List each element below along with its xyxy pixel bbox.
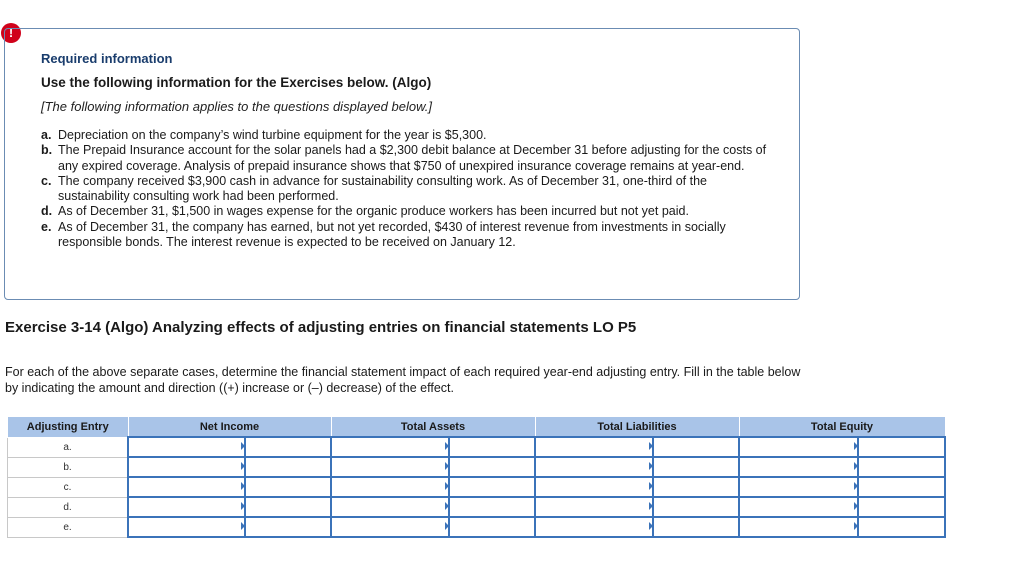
- info-note: [The following information applies to the questions displayed below.]: [41, 99, 432, 114]
- amount-input[interactable]: [449, 517, 535, 537]
- amount-input[interactable]: [245, 457, 331, 477]
- required-info-heading: Required information: [41, 51, 173, 66]
- item-letter: b.: [41, 143, 53, 158]
- list-item: [41, 128, 771, 143]
- direction-select[interactable]: [128, 517, 245, 537]
- amount-input[interactable]: [653, 497, 739, 517]
- direction-select[interactable]: [739, 497, 858, 517]
- direction-select[interactable]: [535, 497, 653, 517]
- info-items-list: [41, 128, 771, 250]
- direction-select[interactable]: [739, 517, 858, 537]
- direction-select[interactable]: [331, 437, 449, 457]
- direction-select[interactable]: [739, 437, 858, 457]
- header-net-income: Net Income: [128, 417, 331, 438]
- direction-select[interactable]: [535, 457, 653, 477]
- direction-select[interactable]: [739, 457, 858, 477]
- amount-input[interactable]: [653, 437, 739, 457]
- table-row: [8, 437, 946, 457]
- amount-input[interactable]: [858, 477, 945, 497]
- amount-input[interactable]: [245, 437, 331, 457]
- amount-input[interactable]: [245, 517, 331, 537]
- amount-input[interactable]: [858, 437, 945, 457]
- list-item: [41, 220, 771, 251]
- direction-select[interactable]: [331, 517, 449, 537]
- amount-input[interactable]: [858, 497, 945, 517]
- list-item: [41, 143, 771, 174]
- table-row: [8, 477, 946, 497]
- item-text: As of December 31, $1,500 in wages expense for the organic produce workers has been incurred but not yet paid.: [58, 204, 689, 219]
- direction-select[interactable]: [128, 477, 245, 497]
- row-label: b.: [8, 457, 129, 477]
- header-total-assets: Total Assets: [331, 417, 535, 438]
- amount-input[interactable]: [858, 457, 945, 477]
- info-subheading: Use the following information for the Exercises below. (Algo): [41, 75, 432, 90]
- adjusting-entries-table: [7, 416, 946, 538]
- item-letter: a.: [41, 128, 52, 142]
- item-text: Depreciation on the company’s wind turbine equipment for the year is $5,300.: [58, 128, 487, 142]
- direction-select[interactable]: [331, 457, 449, 477]
- item-letter: e.: [41, 219, 52, 234]
- header-total-liabilities: Total Liabilities: [535, 417, 739, 438]
- item-text: The company received $3,900 cash in advance for sustainability consulting work. As of December 31, one-third of the sustainability consulting work had been performed.: [58, 173, 707, 204]
- table-row: [8, 517, 946, 537]
- item-letter: d.: [41, 204, 53, 219]
- amount-input[interactable]: [653, 457, 739, 477]
- row-label: e.: [8, 517, 129, 537]
- row-label: a.: [8, 437, 129, 457]
- amount-input[interactable]: [858, 517, 945, 537]
- amount-input[interactable]: [449, 437, 535, 457]
- amount-input[interactable]: [449, 477, 535, 497]
- direction-select[interactable]: [331, 477, 449, 497]
- direction-select[interactable]: [331, 497, 449, 517]
- list-item: [41, 204, 771, 219]
- table-row: [8, 497, 946, 517]
- item-text: As of December 31, the company has earned, but not yet recorded, $430 of interest revenue from investments in socially responsible bonds. The interest revenue is expected to be received on January 12.: [58, 219, 726, 250]
- amount-input[interactable]: [653, 517, 739, 537]
- item-letter: c.: [41, 173, 52, 188]
- header-total-equity: Total Equity: [739, 417, 945, 438]
- direction-select[interactable]: [128, 457, 245, 477]
- required-info-panel: [4, 28, 800, 300]
- row-label: d.: [8, 497, 129, 517]
- item-text: The Prepaid Insurance account for the solar panels had a $2,300 debit balance at December 31 before adjusting for the costs of any expired coverage. Analysis of prepaid insurance shows that $750 of unexpired insurance coverage remains at year-end.: [58, 143, 767, 173]
- amount-input[interactable]: [653, 477, 739, 497]
- direction-select[interactable]: [535, 477, 653, 497]
- direction-select[interactable]: [128, 437, 245, 457]
- list-item: [41, 174, 771, 205]
- header-adjusting-entry: Adjusting Entry: [8, 417, 129, 438]
- amount-input[interactable]: [245, 497, 331, 517]
- direction-select[interactable]: [535, 437, 653, 457]
- table-row: [8, 457, 946, 477]
- amount-input[interactable]: [245, 477, 331, 497]
- direction-select[interactable]: [739, 477, 858, 497]
- exercise-instructions: For each of the above separate cases, determine the financial statement impact of each required year-end adjusting entry. Fill in the table below by indicating the amount and direction ((+) increase or (–) decrease) of the effect.: [5, 365, 801, 395]
- direction-select[interactable]: [128, 497, 245, 517]
- table-header-row: [8, 417, 946, 438]
- amount-input[interactable]: [449, 497, 535, 517]
- amount-input[interactable]: [449, 457, 535, 477]
- row-label: c.: [8, 477, 129, 497]
- alert-icon: !: [1, 23, 21, 43]
- direction-select[interactable]: [535, 517, 653, 537]
- exercise-title: Exercise 3-14 (Algo) Analyzing effects of adjusting entries on financial statements LO P5: [5, 319, 637, 336]
